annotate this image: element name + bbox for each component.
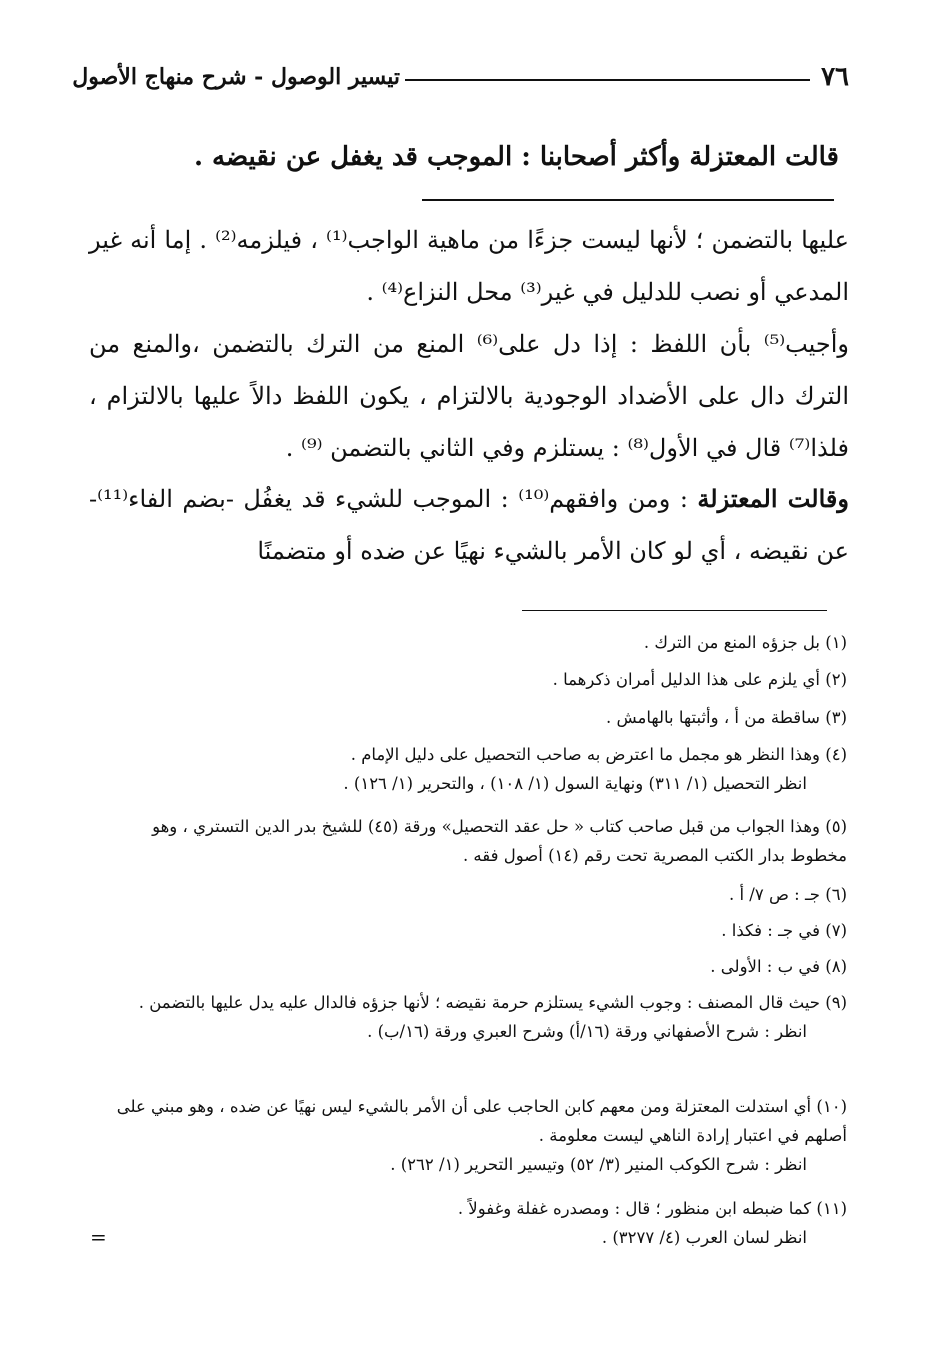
paragraph-text: : ومن وافقهم⁽¹⁰⁾ : الموجب للشيء قد يغفُل -بضم الفاء⁽¹¹⁾- عن نقيضه ، أي لو كان الأمر بالشيء نهيًا عن ضده أو متضمنًا (89, 485, 849, 565)
page-number: ٧٦ (821, 62, 849, 92)
matn-text: قالت المعتزلة وأكثر أصحابنا : الموجب قد يغفل عن نقيضه . (193, 142, 839, 172)
footnote-4-text: (٤) وهذا النظر هو مجمل ما اعترض به صاحب التحصيل على دليل الإمام . (350, 745, 847, 764)
footnote-8: (٨) في ب : الأولى . (710, 957, 847, 976)
body-paragraph-3 (89, 473, 849, 577)
footnote-4-reference: انظر التحصيل (١/ ٣١١) ونهاية السول (١/ ١٠٨) ، والتحرير (١/ ١٢٦) . (343, 774, 807, 793)
footnote-9 (97, 988, 847, 1046)
body-paragraph-1: عليها بالتضمن ؛ لأنها ليست جزءًا من ماهية الواجب⁽¹⁾ ، فيلزمه⁽²⁾ . إما أنه غير المدعي أو نصب للدليل في غير⁽³⁾ محل النزاع⁽⁴⁾ . (89, 226, 849, 306)
matn-underline (422, 199, 834, 201)
continuation-mark: = (90, 1225, 107, 1249)
header-rule (405, 79, 810, 81)
footnote-3: (٣) ساقطة من أ ، وأثبتها بالهامش . (605, 708, 847, 727)
footnote-10-text: (١٠) أي استدلت المعتزلة ومن معهم كابن الحاجب على أن الأمر بالشيء ليس نهيًا عن ضده ، وهو مبني على أصلهم في اعتبار إرادة الناهي ليست معلومة . (116, 1097, 847, 1145)
footnote-9-text: (٩) حيث قال المصنف : وجوب الشيء يستلزم حرمة نقيضه ؛ لأنها جزؤه فالدال عليه يدل عليها بالتضمن . (138, 993, 847, 1012)
footnote-7: (٧) في جـ : فكذا . (721, 921, 847, 940)
footnote-1: (١) بل جزؤه المنع من الترك . (643, 633, 847, 652)
footnote-6: (٦) جـ : ص ٧/ أ . (728, 885, 847, 904)
footnote-11-reference: انظر لسان العرب (٤/ ٣٢٧٧) . (601, 1228, 807, 1247)
footnote-10 (97, 1092, 847, 1179)
footnote-separator (522, 610, 827, 611)
footnote-2: (٢) أي يلزم على هذا الدليل أمران ذكرهما . (552, 670, 847, 689)
footnote-9-reference: انظر : شرح الأصفهاني ورقة (١٦/أ) وشرح العبري ورقة (١٦/ب) . (367, 1022, 807, 1041)
body-paragraph-2: وأجيب⁽⁵⁾ بأن اللفظ : إذا دل على⁽⁶⁾ المنع من الترك بالتضمن ،والمنع من الترك دال على الأضداد الوجودية بالالتزام ، يكون اللفظ دالاً عليها بالالتزام ، فلذا⁽⁷⁾ قال في الأول⁽⁸⁾ : يستلزم وفي الثاني بالتضمن ⁽⁹⁾ . (89, 330, 850, 462)
footnote-5: (٥) وهذا الجواب من قبل صاحب كتاب « حل عقد التحصيل» ورقة (٤٥) للشيخ بدر الدين التستري ، وهو مخطوط بدار الكتب المصرية تحت رقم (١٤) أصول فقه . (152, 817, 847, 865)
footnote-10-reference: انظر : شرح الكوكب المنير (٣/ ٥٢) وتيسير التحرير (١/ ٢٦٢) . (390, 1155, 807, 1174)
running-title: تيسير الوصول - شرح منهاج الأصول (72, 64, 400, 90)
footnote-11-text: (١١) كما ضبطه ابن منظور ؛ قال : ومصدره غفلة وغفولاً . (457, 1199, 847, 1218)
footnote-4 (97, 740, 847, 798)
paragraph-lead-phrase: وقالت المعتزلة (697, 484, 849, 513)
footnote-11 (97, 1194, 847, 1252)
